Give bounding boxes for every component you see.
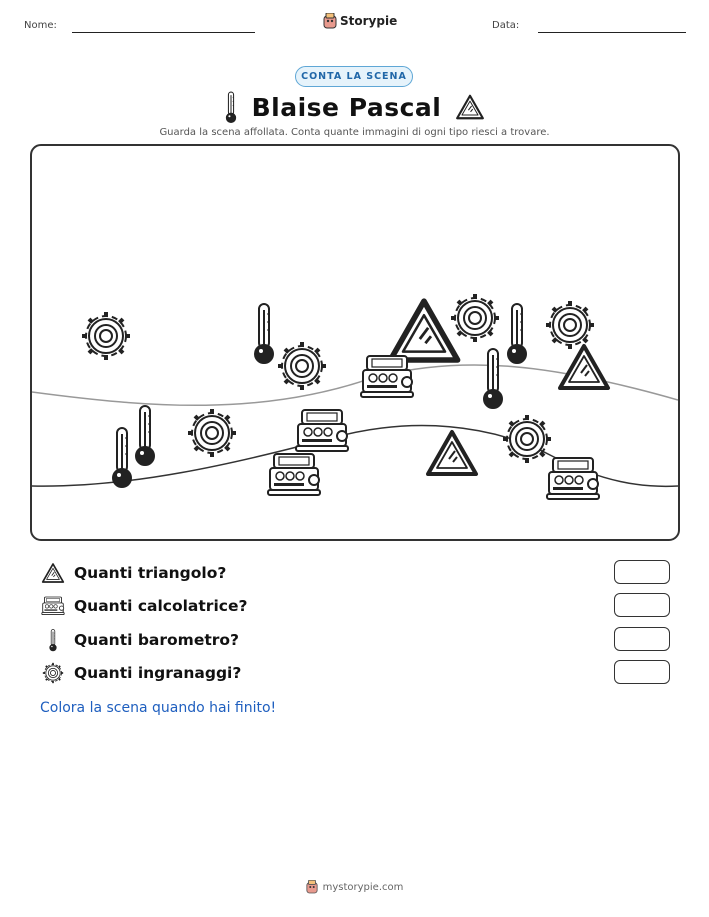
triangle-icon bbox=[390, 301, 457, 360]
page-title: Blaise Pascal bbox=[251, 92, 442, 122]
triangle-icon bbox=[455, 93, 485, 121]
calculator-icon bbox=[361, 356, 413, 397]
barometer-icon bbox=[484, 349, 502, 408]
barometer-icon bbox=[255, 304, 273, 363]
answer-box[interactable] bbox=[614, 593, 670, 617]
triangle-icon bbox=[560, 346, 608, 388]
scene-illustration bbox=[32, 146, 678, 539]
storypie-mascot-icon bbox=[306, 880, 318, 894]
brand-logo bbox=[323, 13, 397, 29]
question-text: Quanti ingranaggi? bbox=[74, 664, 242, 682]
barometer-icon bbox=[136, 406, 154, 465]
instructions: Guarda la scena affollata. Conta quante immagini di ogni tipo riesci a trovare. bbox=[159, 127, 550, 138]
calculator-icon bbox=[40, 593, 66, 619]
coloring-note: Colora la scena quando hai finito! bbox=[40, 700, 277, 716]
barometer-icon bbox=[113, 428, 131, 487]
answer-box[interactable] bbox=[614, 627, 670, 651]
calculator-icon bbox=[268, 454, 320, 495]
gear-icon bbox=[503, 415, 551, 463]
question-text: Quanti barometro? bbox=[74, 631, 240, 649]
date-line[interactable] bbox=[538, 32, 686, 33]
activity-badge: CONTA LA SCENA bbox=[295, 66, 413, 87]
gear-icon bbox=[546, 301, 594, 349]
counting-scene[interactable] bbox=[30, 144, 680, 541]
answer-box[interactable] bbox=[614, 660, 670, 684]
triangle-icon bbox=[428, 432, 476, 474]
storypie-mascot-icon bbox=[323, 13, 337, 29]
gear-icon bbox=[82, 312, 130, 360]
brand-name: Storypie bbox=[340, 14, 398, 28]
barometer-icon bbox=[224, 90, 238, 124]
date-label: Data: bbox=[492, 20, 520, 31]
question-triangle bbox=[40, 560, 670, 586]
triangle-icon bbox=[40, 560, 66, 586]
name-label: Nome: bbox=[24, 20, 57, 31]
footer bbox=[0, 880, 709, 894]
gear-icon bbox=[278, 342, 326, 390]
answer-box[interactable] bbox=[614, 560, 670, 584]
barometer-icon bbox=[508, 304, 526, 363]
question-gear bbox=[40, 660, 670, 686]
footer-url[interactable]: mystorypie.com bbox=[322, 881, 404, 893]
calculator-icon bbox=[296, 410, 348, 451]
gear-icon bbox=[188, 409, 236, 457]
gear-icon bbox=[451, 294, 499, 342]
question-text: Quanti calcolatrice? bbox=[74, 597, 248, 615]
name-line[interactable] bbox=[72, 32, 255, 33]
title-row bbox=[0, 90, 709, 124]
question-calculator bbox=[40, 593, 670, 619]
question-text: Quanti triangolo? bbox=[74, 564, 227, 582]
barometer-icon bbox=[40, 627, 66, 653]
question-barometer bbox=[40, 627, 670, 653]
calculator-icon bbox=[547, 458, 599, 499]
gear-icon bbox=[40, 660, 66, 686]
